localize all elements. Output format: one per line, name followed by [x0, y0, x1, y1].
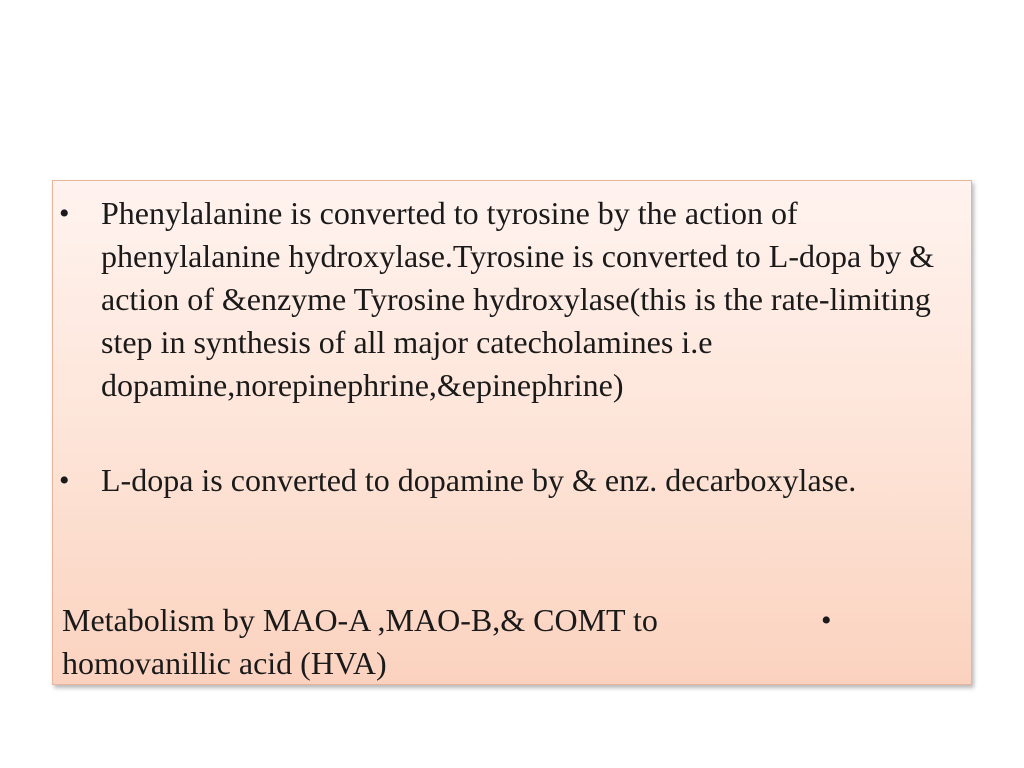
- bullet-marker: •: [59, 197, 70, 230]
- bullet-marker: •: [59, 464, 70, 497]
- bullet-text-1: Phenylalanine is converted to tyrosine by the action of phenylalanine hydroxylase.Tyrosine is converted to L-dopa by & action of &enzyme Tyrosine hydroxylase(this is the rate-limiting step in synthesis of all major catecholamines i.e dopamine,norepinephrine,&epinephrine): [101, 195, 935, 403]
- bullet-text-2: L-dopa is converted to dopamine by & enz. decarboxylase.: [101, 462, 857, 498]
- content-box: [52, 180, 972, 685]
- metabolism-text: Metabolism by MAO-A ,MAO-B,& COMT to homovanillic acid (HVA): [62, 602, 658, 681]
- bullet-item-1: [59, 192, 951, 407]
- bullet-item-2: [59, 459, 951, 502]
- trailing-bullet-marker: •: [821, 604, 832, 637]
